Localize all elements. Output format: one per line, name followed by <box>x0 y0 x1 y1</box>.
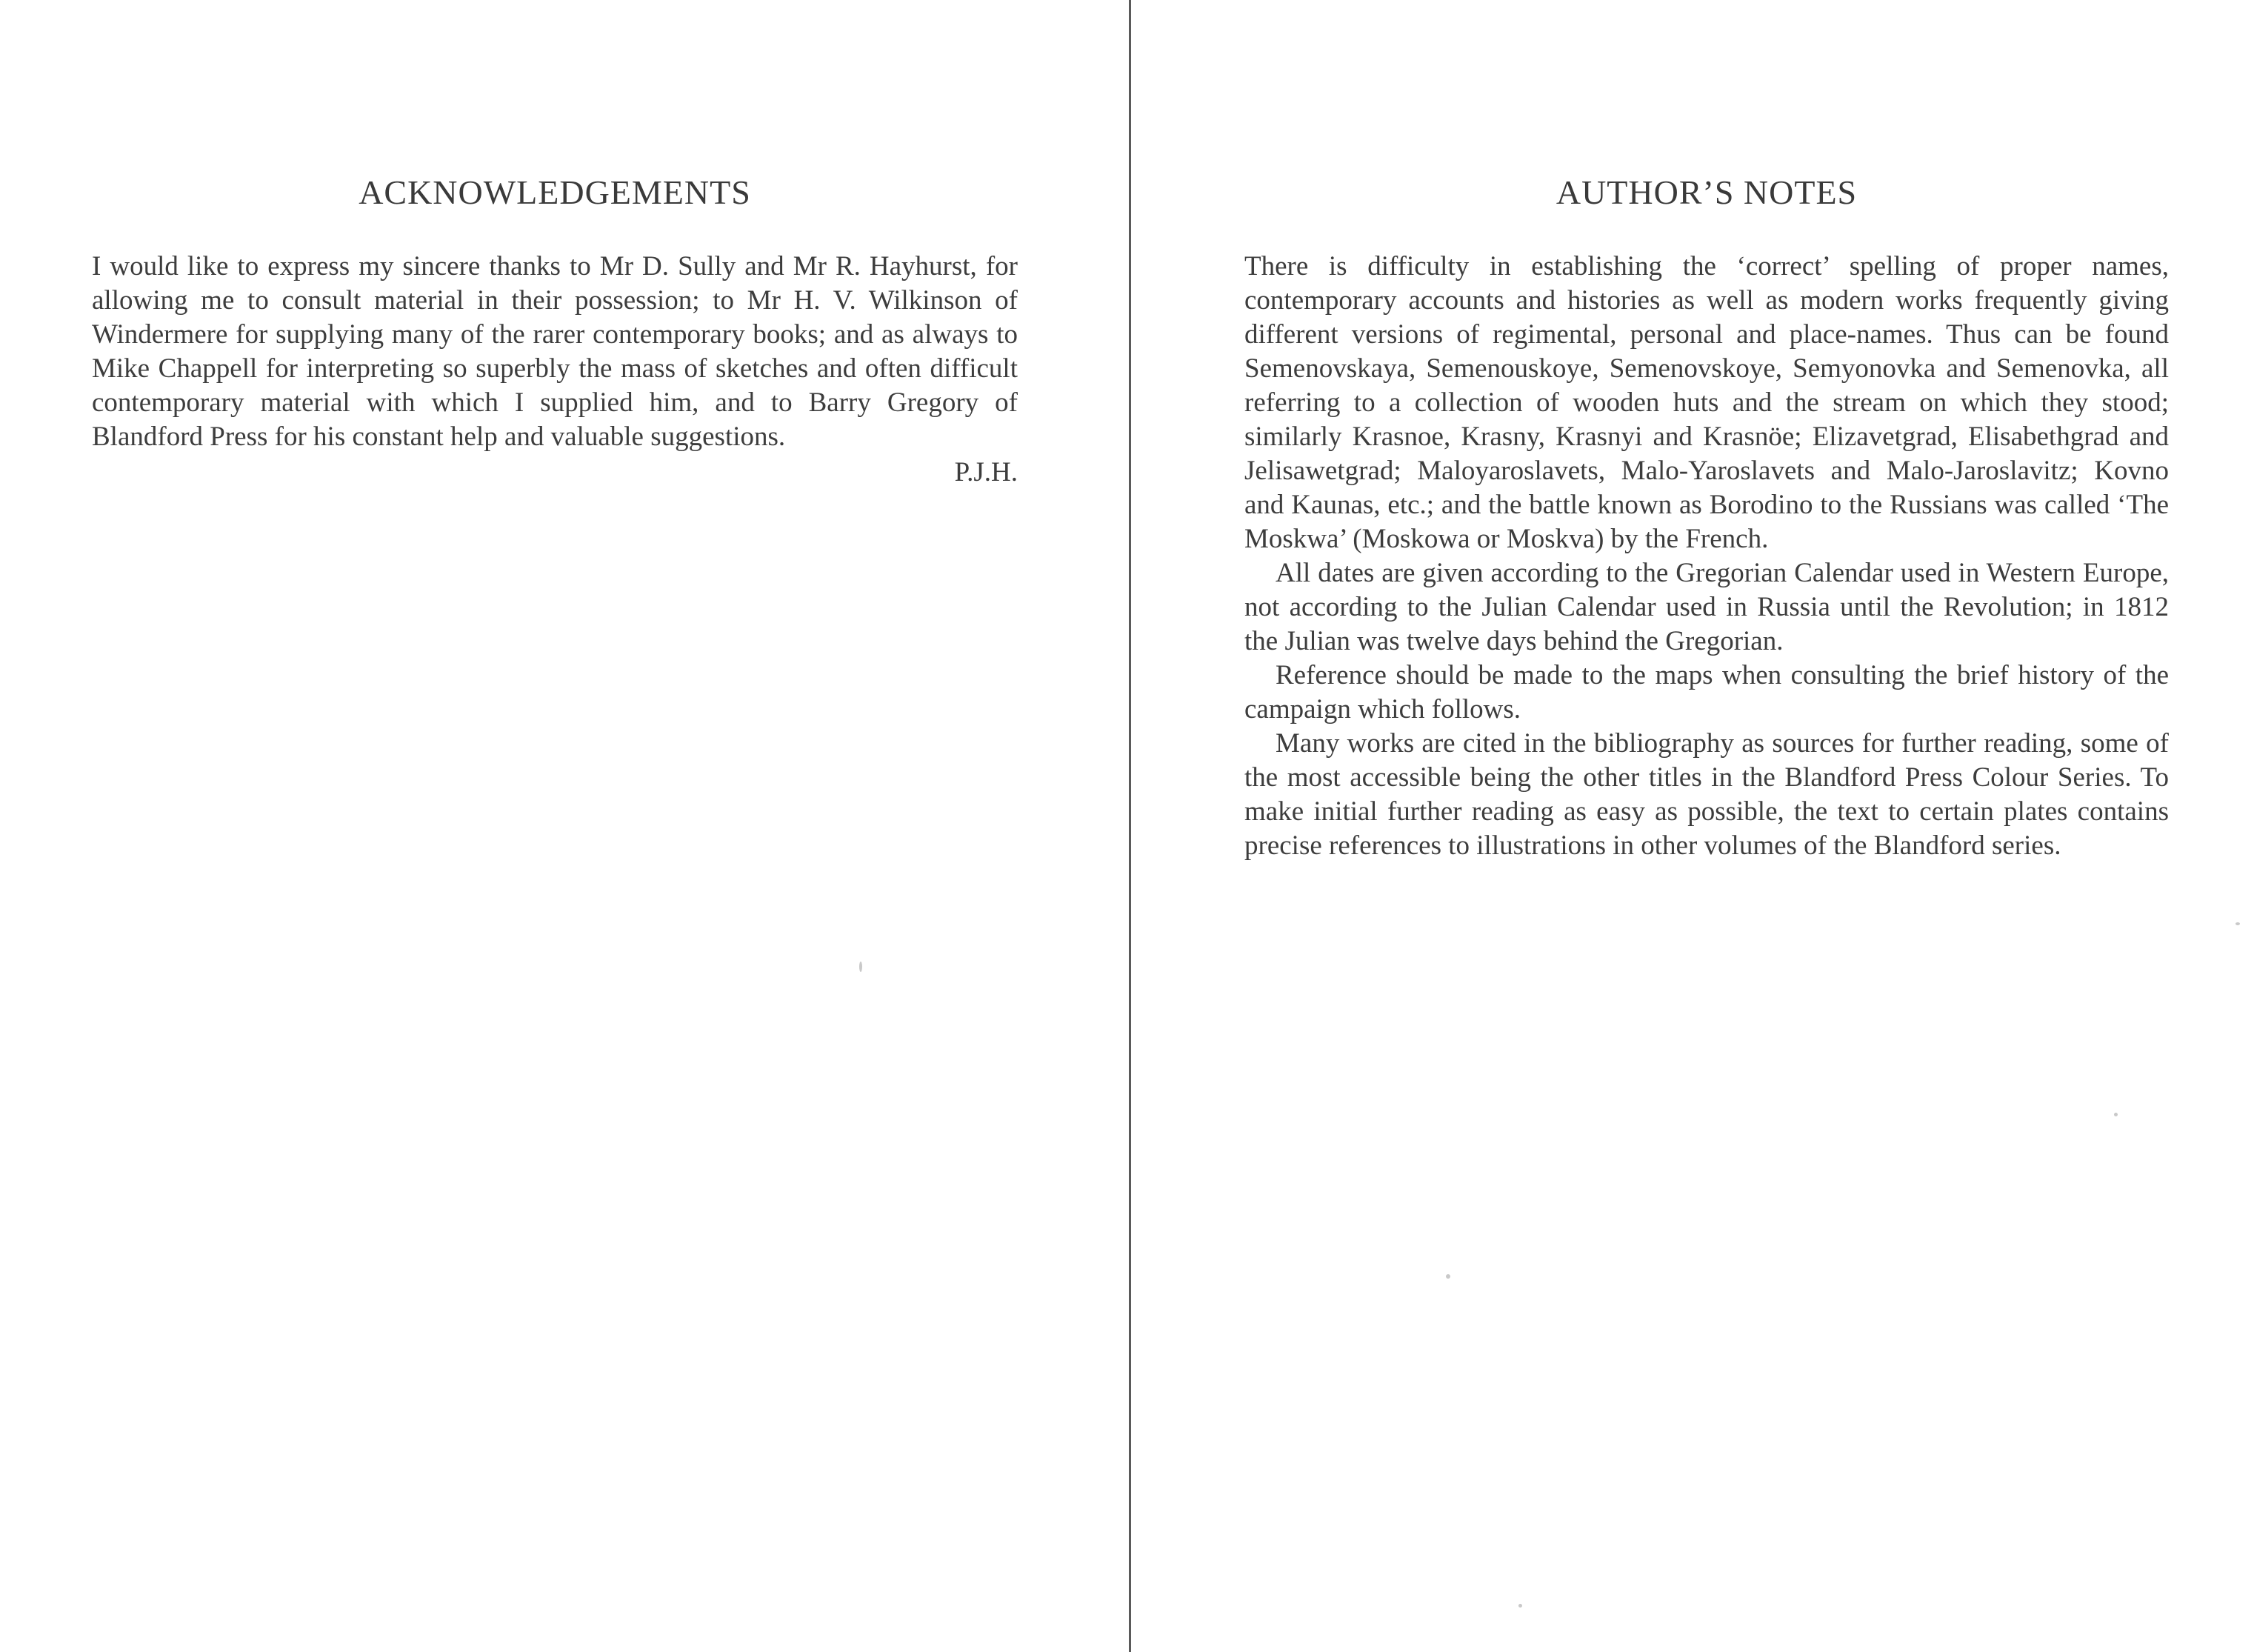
acknowledgements-paragraph: I would like to express my sincere thanks to Mr D. Sully and Mr R. Hayhurst, for allowing me to consult material in their possession; to Mr H. V. Wilkinson of Windermere for supplying many of the rarer contemporary books; and as always to Mike Chappell for interpreting so superbly the mass of sketches and often difficult contemporary material with which I supplied him, and to Barry Gregory of Blandford Press for his constant help and valuable suggestions. <box>92 251 1018 453</box>
paper-speck <box>859 962 862 972</box>
book-gutter <box>1129 0 1131 1652</box>
paper-speck <box>1518 1604 1522 1608</box>
left-page <box>92 172 1018 490</box>
authors-notes-body <box>1244 250 2169 863</box>
notes-paragraph-dates: All dates are given according to the Gregorian Calendar used in Western Europe, not according to the Julian Calendar used in Russia until the Revolution; in 1812 the Julian was twelve days behind the Gregorian. <box>1244 558 2169 657</box>
authors-notes-heading: AUTHOR’S NOTES <box>1556 173 1858 211</box>
paper-speck <box>1446 1274 1450 1279</box>
right-page <box>1244 172 2169 863</box>
paper-speck <box>2114 1113 2118 1116</box>
notes-paragraph-bibliography: Many works are cited in the bibliography as sources for further reading, some of the most accessible being the other titles in the Blandford Press Colour Series. To make initial further reading as easy as possible, the text to certain plates contains precise references to illustrations in other volumes of the Blandford series. <box>1244 728 2169 862</box>
notes-paragraph-spelling: There is difficulty in establishing the ‘correct’ spelling of proper names, contemporary accounts and histories as well as modern works frequently giving different versions of regimental, personal and place-names. Thus can be found Semenovskaya, Semenouskoye, Semenovskoye, Semyonovka and Semenovka, all referring to a collection of wooden huts and the stream on which they stood; similarly Krasnoe, Krasny, Krasnyi and Krasnöe; Elizavetgrad, Elisabethgrad and Jelisawetgrad; Maloyaroslavets, Malo-Yaroslavets and Malo-Jaroslavitz; Kovno and Kaunas, etc.; and the battle known as Borodino to the Russians was called ‘The Moskwa’ (Moskowa or Moskva) by the French. <box>1244 251 2169 555</box>
acknowledgements-heading: ACKNOWLEDGEMENTS <box>359 173 751 211</box>
notes-paragraph-maps: Reference should be made to the maps when consulting the brief history of the campaign which follows. <box>1244 660 2169 725</box>
paper-speck <box>2235 922 2240 925</box>
author-signature: P.J.H. <box>954 457 1018 488</box>
